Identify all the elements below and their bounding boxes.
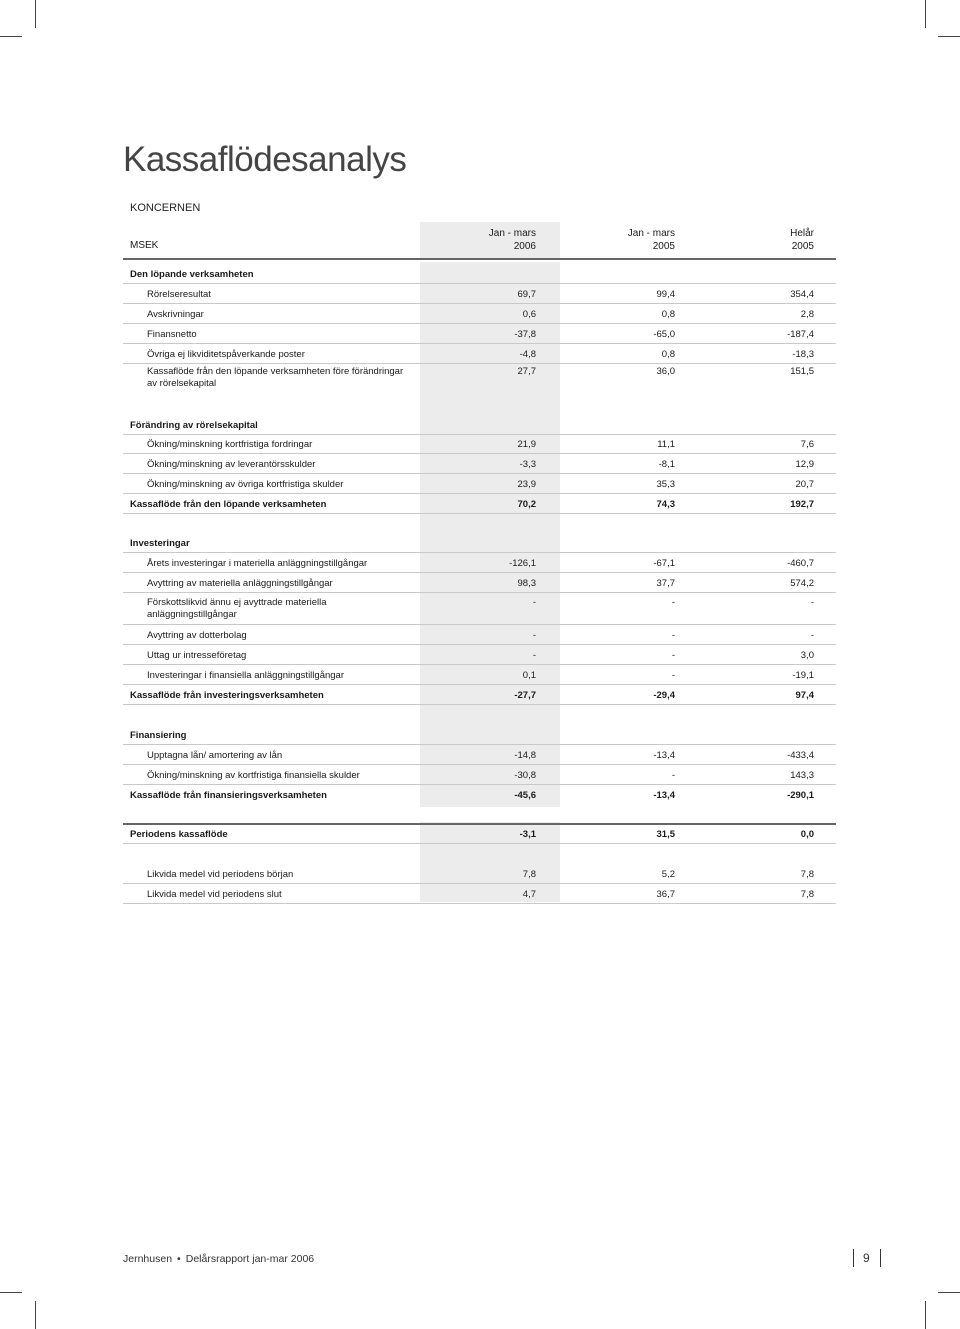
total-row	[0, 494, 960, 514]
cell-value-col3: 7,6	[800, 439, 814, 450]
cell-value-col3: 0,0	[800, 829, 814, 840]
cell-value-col2: 5,2	[661, 869, 675, 880]
footer-separator: •	[177, 1253, 181, 1265]
cell-value-col3: -19,1	[792, 670, 814, 681]
section-heading	[0, 264, 960, 284]
crop-mark	[925, 1301, 926, 1329]
cell-value-col3: 151,5	[790, 366, 814, 377]
total-row	[0, 785, 960, 805]
footer	[123, 1253, 314, 1265]
footer-company: Jernhusen	[123, 1253, 173, 1265]
table-row	[0, 553, 960, 573]
cell-value-col1: 7,8	[522, 869, 536, 880]
row-label-line: Förskottslikvid ännu ej avyttrade materiella	[147, 597, 327, 608]
cell-value-col3: 354,4	[790, 289, 814, 300]
cell-value-col3: -18,3	[792, 349, 814, 360]
unit-label: MSEK	[130, 240, 159, 251]
row-label: Kassaflöde från investeringsverksamheten	[130, 690, 324, 701]
cell-value-col2: 99,4	[656, 289, 675, 300]
table-row	[0, 474, 960, 494]
column-header-1: Jan - mars 2006	[488, 228, 536, 252]
row-rule	[123, 903, 836, 904]
cell-value-col3: 97,4	[795, 690, 814, 701]
column-header-3: Helår 2005	[790, 228, 814, 252]
row-label: Ökning/minskning av leverantörsskulder	[147, 459, 316, 470]
row-label-line: Kassaflöde från den löpande verksamheten före förändringar	[147, 366, 404, 377]
cell-value-col1: 0,6	[522, 309, 536, 320]
table-row	[0, 324, 960, 344]
crop-mark	[35, 0, 36, 28]
cell-value-col2: -	[671, 597, 675, 608]
table-row	[0, 745, 960, 765]
row-label: Investeringar	[130, 538, 190, 549]
cell-value-col2: 0,8	[661, 349, 675, 360]
header-rule	[123, 258, 836, 260]
table-row	[0, 665, 960, 685]
row-label: Finansnetto	[147, 329, 197, 340]
cell-value-col2: -13,4	[653, 750, 675, 761]
row-label: Likvida medel vid periodens början	[147, 869, 294, 880]
row-label: Förändring av rörelsekapital	[130, 420, 258, 431]
crop-mark	[35, 1301, 36, 1329]
cell-value-col1: -	[532, 597, 536, 608]
cell-value-col2: -	[671, 770, 675, 781]
table-row	[0, 454, 960, 474]
row-rule	[123, 513, 836, 514]
cell-value-col1: 0,1	[522, 670, 536, 681]
cell-value-col3: -	[810, 630, 814, 641]
cell-value-col1: -45,6	[514, 790, 536, 801]
row-rule	[123, 704, 836, 705]
crop-mark	[0, 1292, 22, 1293]
cell-value-col3: -	[810, 597, 814, 608]
cell-value-col2: -29,4	[653, 690, 675, 701]
table-row	[0, 884, 960, 904]
cell-value-col2: -13,4	[653, 790, 675, 801]
table-row	[0, 765, 960, 785]
cell-value-col2: -	[671, 650, 675, 661]
table-row	[0, 645, 960, 665]
cell-value-col3: -460,7	[787, 558, 814, 569]
cell-value-col1: 4,7	[522, 889, 536, 900]
cell-value-col1: 21,9	[517, 439, 536, 450]
cell-value-col2: 31,5	[656, 829, 675, 840]
cell-value-col1: -14,8	[514, 750, 536, 761]
cell-value-col3: 2,8	[800, 309, 814, 320]
cell-value-col3: 7,8	[800, 889, 814, 900]
page-number-bar	[853, 1249, 854, 1267]
cell-value-col3: 7,8	[800, 869, 814, 880]
table-row	[0, 595, 960, 620]
table-row	[0, 864, 960, 884]
section-heading	[0, 533, 960, 553]
cell-value-col3: -290,1	[787, 790, 814, 801]
section-rule	[123, 823, 836, 825]
page-number-bar	[880, 1249, 881, 1267]
cell-value-col2: -67,1	[653, 558, 675, 569]
cell-value-col1: -	[532, 630, 536, 641]
row-label: Rörelseresultat	[147, 289, 211, 300]
row-label-line: av rörelsekapital	[147, 378, 217, 389]
row-label: Avskrivningar	[147, 309, 204, 320]
section-heading	[0, 415, 960, 435]
row-label	[147, 597, 327, 621]
cell-value-col2: -	[671, 630, 675, 641]
row-label: Ökning/minskning av övriga kortfristiga skulder	[147, 479, 344, 490]
cell-value-col2: 0,8	[661, 309, 675, 320]
cell-value-col1: 27,7	[517, 366, 536, 377]
row-label: Ökning/minskning av kortfristiga finansiella skulder	[147, 770, 360, 781]
total-row	[0, 824, 960, 844]
table-row	[0, 573, 960, 593]
cell-value-col2: 74,3	[656, 499, 675, 510]
cell-value-col3: -187,4	[787, 329, 814, 340]
cell-value-col1: 69,7	[517, 289, 536, 300]
row-rule	[123, 592, 836, 593]
cell-value-col3: -433,4	[787, 750, 814, 761]
cell-value-col1: 98,3	[517, 578, 536, 589]
row-label: Periodens kassaflöde	[130, 829, 228, 840]
cell-value-col2: 36,7	[656, 889, 675, 900]
cell-value-col1: -3,3	[519, 459, 536, 470]
table-row	[0, 434, 960, 454]
table-row	[0, 304, 960, 324]
row-label: Avyttring av materiella anläggningstillgångar	[147, 578, 333, 589]
footer-report: Delårsrapport jan-mar 2006	[185, 1253, 315, 1265]
row-label	[147, 366, 403, 390]
cell-value-col2: 36,0	[656, 366, 675, 377]
table-row	[0, 284, 960, 304]
table-row	[0, 364, 960, 389]
crop-mark	[938, 36, 960, 37]
cell-value-col1: -4,8	[519, 349, 536, 360]
cell-value-col1: 23,9	[517, 479, 536, 490]
cell-value-col1: 70,2	[517, 499, 536, 510]
row-label: Investeringar i finansiella anläggningstillgångar	[147, 670, 344, 681]
total-row	[0, 685, 960, 705]
cell-value-col1: -3,1	[519, 829, 536, 840]
cell-value-col3: 192,7	[790, 499, 814, 510]
cell-value-col3: 143,3	[790, 770, 814, 781]
cell-value-col1: -27,7	[514, 690, 536, 701]
cell-value-col2: -8,1	[658, 459, 675, 470]
cell-value-col3: 3,0	[800, 650, 814, 661]
cell-value-col3: 12,9	[795, 459, 814, 470]
row-label: Årets investeringar i materiella anläggningstillgångar	[147, 558, 368, 569]
cell-value-col1: -37,8	[514, 329, 536, 340]
row-label: Övriga ej likviditetspåverkande poster	[147, 349, 305, 360]
cell-value-col3: 20,7	[795, 479, 814, 490]
table-row	[0, 344, 960, 364]
group-label: KONCERNEN	[130, 202, 201, 214]
page-title: Kassaflödesanalys	[123, 140, 407, 179]
row-label: Likvida medel vid periodens slut	[147, 889, 282, 900]
row-label: Finansiering	[130, 730, 187, 741]
cell-value-col1: -	[532, 650, 536, 661]
table-row	[0, 625, 960, 645]
crop-mark	[925, 0, 926, 28]
page-number: 9	[863, 1251, 870, 1265]
cell-value-col2: -65,0	[653, 329, 675, 340]
row-label: Ökning/minskning kortfristiga fordringar	[147, 439, 313, 450]
section-heading	[0, 725, 960, 745]
cell-value-col2: -	[671, 670, 675, 681]
crop-mark	[0, 36, 22, 37]
crop-mark	[938, 1292, 960, 1293]
cell-value-col2: 37,7	[656, 578, 675, 589]
row-label: Kassaflöde från finansieringsverksamheten	[130, 790, 327, 801]
cell-value-col2: 11,1	[657, 439, 675, 450]
cell-value-col1: -30,8	[514, 770, 536, 781]
row-label: Avyttring av dotterbolag	[147, 630, 247, 641]
row-label: Upptagna lån/ amortering av lån	[147, 750, 283, 761]
cell-value-col2: 35,3	[656, 479, 675, 490]
column-header-2: Jan - mars 2005	[627, 228, 675, 252]
cell-value-col1: -126,1	[509, 558, 536, 569]
row-label-line: anläggningstillgångar	[147, 609, 237, 620]
row-label: Den löpande verksamheten	[130, 269, 254, 280]
cell-value-col3: 574,2	[790, 578, 814, 589]
row-rule	[123, 843, 836, 844]
row-label: Uttag ur intresseföretag	[147, 650, 247, 661]
row-label: Kassaflöde från den löpande verksamheten	[130, 499, 327, 510]
